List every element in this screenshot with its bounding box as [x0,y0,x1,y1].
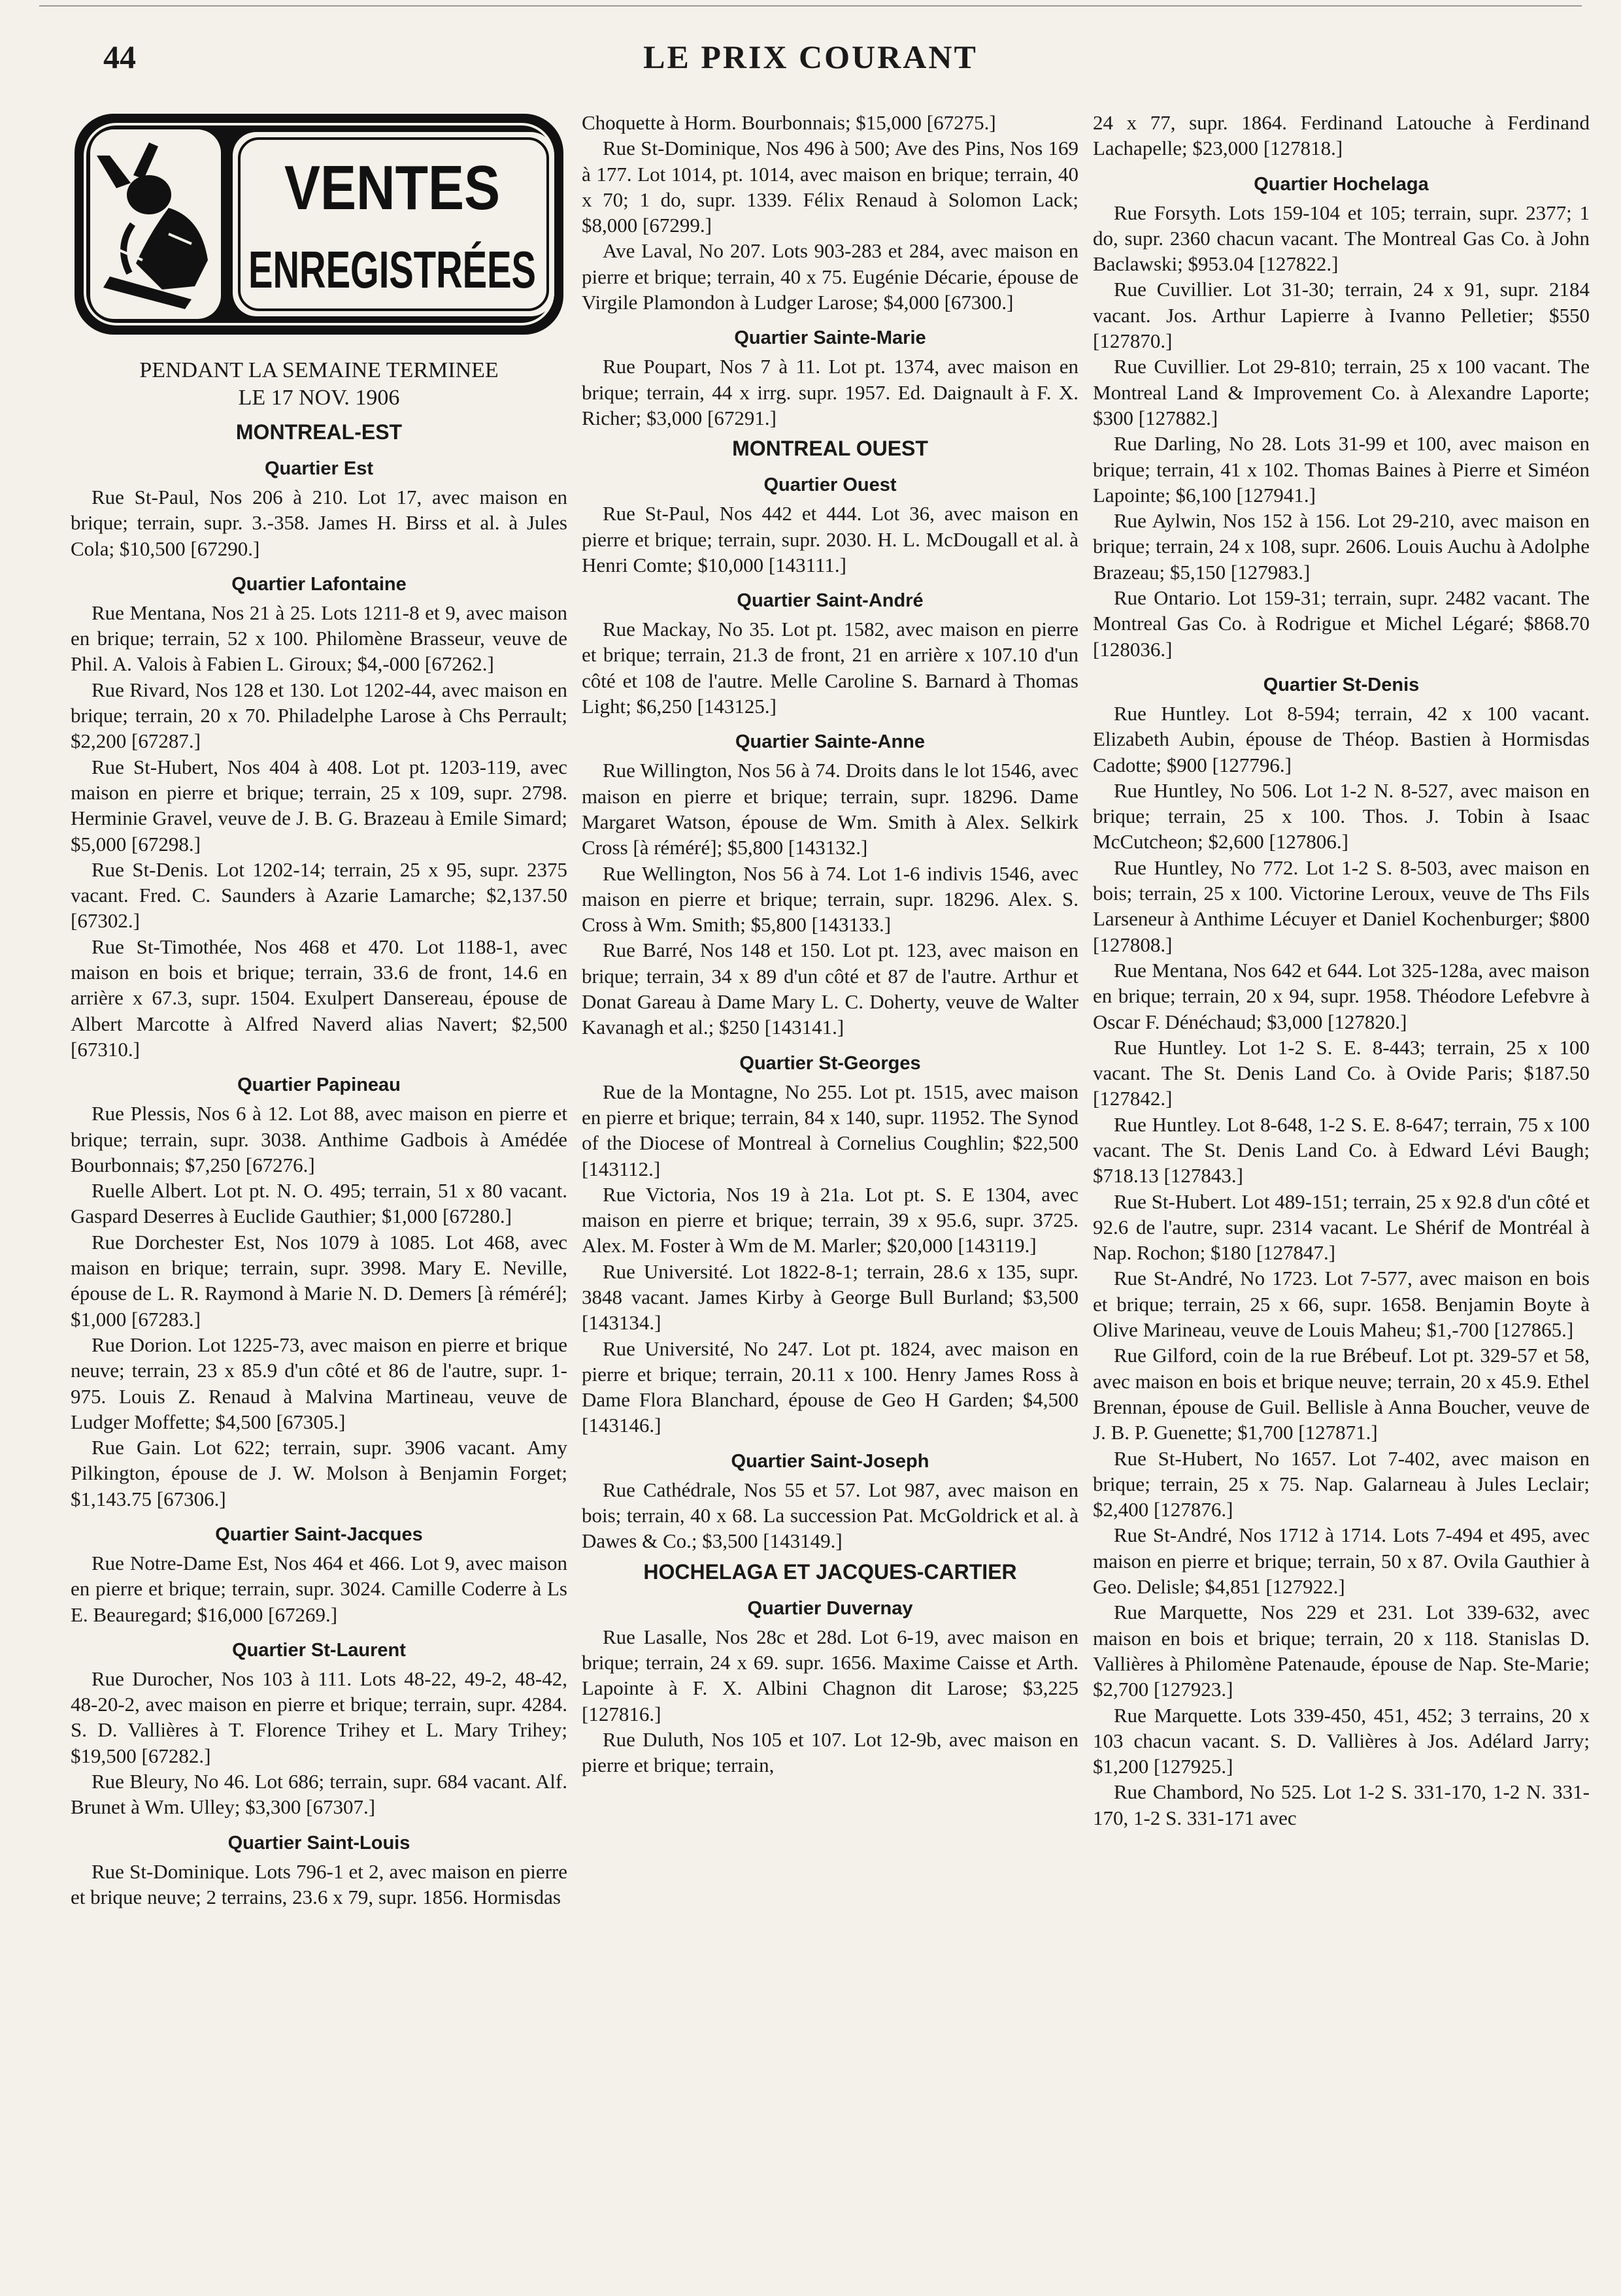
sale-entry: Rue Duluth, Nos 105 et 107. Lot 12-9b, avec maison en pierre et brique; terrain, [582,1727,1078,1777]
ward-heading: Quartier Sainte-Marie [734,327,926,349]
sale-entry: Rue Plessis, Nos 6 à 12. Lot 88, avec maison en pierre et brique; terrain, supr. 3038. Anthime Gadbois à Amédée Bourbonnais; $7,250 [67276.] [71,1102,567,1176]
ward-heading: Quartier St-Denis [1263,674,1420,695]
sale-entry: Rue Victoria, Nos 19 à 21a. Lot pt. S. E 1304, avec maison en pierre et brique; terrain, 39 x 95.6, supr. 3725. Alex. M. Foster à Wm de M. Marler; $20,000 [143119.] [582,1182,1078,1257]
sale-entry: Rue Aylwin, Nos 152 à 156. Lot 29-210, avec maison en brique; terrain, 24 x 108, supr. 2606. Louis Auchu à Adolphe Brazeau; $5,150 [127983.] [1093,509,1590,584]
sale-entry: Rue Huntley. Lot 8-648, 1-2 S. E. 8-647; terrain, 75 x 100 vacant. The St. Denis Land Co. à Edward Lévi Baugh; $718.13 [127843.] [1093,1112,1590,1188]
sale-entry: Rue Université. Lot 1822-8-1; terrain, 28.6 x 135, supr. 3848 vacant. James Kirby à George Bull Burland; $3,500 [143134.] [582,1259,1078,1335]
logo-line-2: ENREGISTRÉES [248,241,536,299]
ward-heading: Quartier Est [265,458,373,479]
sale-entry: Rue Notre-Dame Est, Nos 464 et 466. Lot 9, avec maison en pierre et brique; terrain, supr. 3024. Camille Coderre à Ls E. Beauregard; $16,000 [67269.] [71,1551,567,1626]
sale-entry: Rue St-Denis. Lot 1202-14; terrain, 25 x 95, supr. 2375 vacant. Fred. C. Saunders à Azarie Lamarche; $2,137.50 [67302.] [71,857,567,933]
sale-entry: Rue Cathédrale, Nos 55 et 57. Lot 987, avec maison en bois; terrain, 40 x 68. La succession Pat. McGoldrick et al. à Dawes & Co.; $3,500 [143149.] [582,1478,1078,1553]
sale-entry: Rue St-André, No 1723. Lot 7-577, avec maison en bois et brique; terrain, 25 x 66, supr. 1658. Benjamin Boyte à Olive Marineau, veuve de Louis Maheu; $1,-700 [127865.] [1093,1267,1590,1342]
top-rule [39,5,1582,7]
sale-entry: Rue Mackay, No 35. Lot pt. 1582, avec maison en pierre et brique; terrain, 21.3 de front, 21 en arrière x 107.10 d'un côté et 108 de l'autre. Melle Caroline S. Barnard à Thomas Light; $6,250 [143125.] [582,618,1078,718]
sale-entry: Rue St-Hubert. Lot 489-151; terrain, 25 x 92.8 d'un côté et 92.6 de l'autre, supr. 2314 vacant. Le Shérif de Montréal à Nap. Rochon; $180 [127847.] [1093,1190,1590,1265]
sale-entry-continued: 24 x 77, supr. 1864. Ferdinand Latouche à Ferdinand Lachapelle; $23,000 [127818.] [1093,111,1590,160]
column-1 [71,110,567,1910]
ward-heading: Quartier Papineau [237,1074,401,1096]
sale-entry: Rue Huntley, No 506. Lot 1-2 N. 8-527, avec maison en brique; terrain, 25 x 100. Thos. J. Tobin à Isaac McCutcheon; $2,600 [127806.] [1093,778,1590,854]
sale-entry: Rue Ontario. Lot 159-31; terrain, supr. 2482 vacant. The Montreal Gas Co. à Rodrigue et Michel Légaré; $868.70 [128036.] [1093,586,1590,661]
publication-title: LE PRIX COURANT [643,39,978,75]
sale-entry: Rue Dorion. Lot 1225-73, avec maison en pierre et brique neuve; terrain, 23 x 85.9 d'un côté et 86 de l'autre, supr. 1-975. Louis Z. Renaud à Malvina Martineau, veuve de Ludger Moffette; $4,500 [67305.] [71,1333,567,1433]
sale-entry: Rue Durocher, Nos 103 à 111. Lots 48-22, 49-2, 48-42, 48-20-2, avec maison en pierre et brique; terrain, supr. 4284. S. D. Vallières à T. Florence Trihey et L. Mary Trihey; $19,500 [67282.] [71,1667,567,1767]
logo-line-1: VENTES [284,153,500,223]
sale-entry: Rue Gain. Lot 622; terrain, supr. 3906 vacant. Amy Pilkington, épouse de J. W. Molson à Benjamin Forget; $1,143.75 [67306.] [71,1436,567,1510]
caption-line-1: PENDANT LA SEMAINE TERMINEE [139,358,499,382]
category-heading: HOCHELAGA ET JACQUES-CARTIER [643,1559,1017,1584]
sale-entry: Rue Université, No 247. Lot pt. 1824, avec maison en pierre et brique; terrain, 20.11 x 100. Henry James Ross à Dame Flora Blanchard, épouse de Geo H Garden; $4,500 [143146.] [582,1337,1078,1437]
sale-entry: Rue Willington, Nos 56 à 74. Droits dans le lot 1546, avec maison en pierre et brique; terrain, supr. 18296. Dame Margaret Watson, épouse de Wm. Smith à Alex. Selkirk Cross [à réméré]; $5,800 [143132.] [582,759,1078,859]
sale-entry: Rue Forsyth. Lots 159-104 et 105; terrain, supr. 2377; 1 do, supr. 2360 chacun vacant. The Montreal Gas Co. à John Baclawski; $953.04 [127822.] [1093,201,1590,276]
sale-entry: Ruelle Albert. Lot pt. N. O. 495; terrain, 51 x 80 vacant. Gaspard Deserres à Euclide Gauthier; $1,000 [67280.] [71,1179,567,1228]
sale-entry: Rue Barré, Nos 148 et 150. Lot pt. 123, avec maison en brique; terrain, 34 x 89 d'un côté et 87 de l'autre. Arthur et Donat Gareau à Dame Mary L. C. Doherty, veuve de Walter Kavanagh et al.; $250 [143141.] [582,939,1078,1039]
ward-heading: Quartier St-Georges [739,1052,921,1074]
page-number: 44 [103,39,136,75]
sale-entry: Rue St-Paul, Nos 442 et 444. Lot 36, avec maison en pierre et brique; terrain, supr. 2030. H. L. McDougall et al. à Henri Comte; $10,000 [143111.] [582,502,1078,576]
sale-entry: Rue Cuvillier. Lot 31-30; terrain, 24 x 91, supr. 2184 vacant. Jos. Arthur Lapierre à Ivanno Pelletier; $550 [127870.] [1093,278,1590,353]
sale-entry-continued: Choquette à Horm. Bourbonnais; $15,000 [67275.] [582,111,996,134]
sale-entry: Ave Laval, No 207. Lots 903-283 et 284, avec maison en pierre et brique; terrain, 40 x 75. Eugénie Décarie, épouse de Virgile Plamondon à Ludger Larose; $4,000 [67300.] [582,239,1078,314]
ward-heading: Quartier Lafontaine [231,573,407,595]
sale-entry: Rue St-Hubert, No 1657. Lot 7-402, avec maison en brique; terrain, 25 x 75. Nap. Galarneau à Jules Leclair; $2,400 [127876.] [1093,1446,1590,1522]
ward-heading: Quartier Ouest [763,474,897,496]
sale-entry: Rue de la Montagne, No 255. Lot pt. 1515, avec maison en pierre et brique; terrain, 84 x 140, supr. 11952. The Synod of the Diocese of Montreal à Cornelius Coughlin; $22,500 [143112.] [582,1080,1078,1180]
sale-entry: Rue Cuvillier. Lot 29-810; terrain, 25 x 100 vacant. The Montreal Land & Improvement Co. à Alexandre Laporte; $300 [127882.] [1093,355,1590,429]
ward-heading: Quartier Saint-Jacques [215,1523,423,1545]
ward-heading: Quartier St-Laurent [232,1639,406,1661]
ward-heading: Quartier Sainte-Anne [735,731,926,753]
sale-entry: Rue Wellington, Nos 56 à 74. Lot 1-6 indivis 1546, avec maison en pierre et brique; terrain, supr. 18296. Alex. S. Cross à Wm. Smith; $5,800 [143133.] [582,861,1078,937]
sale-entry: Rue St-Dominique. Lots 796-1 et 2, avec maison en pierre et brique neuve; 2 terrains, 23.6 x 79, supr. 1856. Hormisdas [71,1859,567,1908]
sale-entry: Rue Marquette. Lots 339-450, 451, 452; 3 terrains, 20 x 103 chacun vacant. S. D. Vallières à Jos. Adélard Jarry; $1,200 [127925.] [1093,1703,1590,1778]
category-heading: MONTREAL OUEST [732,437,928,461]
sale-entry: Rue Lasalle, Nos 28c et 28d. Lot 6-19, avec maison en brique; terrain, 24 x 69. supr. 1656. Maxime Caisse et Arth. Lapointe à F. X. Albini Chagnon dit Larose; $3,225 [127816.] [582,1625,1078,1725]
sale-entry: Rue St-Dominique, Nos 496 à 500; Ave des Pins, Nos 169 à 177. Lot 1014, pt. 1014, avec maison en brique; terrain, 40 x 70; 1 do, supr. 1339. Félix Renaud à Solomon Lack; $8,000 [67299.] [582,137,1078,237]
sale-entry: Rue Huntley. Lot 8-594; terrain, 42 x 100 vacant. Elizabeth Aubin, épouse de Théop. Bastien à Hormisdas Cadotte; $900 [127796.] [1093,701,1590,776]
category-heading: MONTREAL-EST [235,420,403,444]
sale-entry: Rue Darling, No 28. Lots 31-99 et 100, avec maison en brique; terrain, 41 x 102. Thomas Baines à Pierre et Siméon Lapointe; $6,100 [127941.] [1093,432,1590,507]
sale-entry: Rue St-Hubert, Nos 404 à 408. Lot pt. 1203-119, avec maison en pierre et brique; terrain, 25 x 109, supr. 2798. Herminie Gravel, veuve de J. B. G. Brazeau à Emile Simard; $5,000 [67298.] [71,755,567,856]
caption-line-2: LE 17 NOV. 1906 [238,386,400,410]
column-3 [1093,110,1590,1831]
ward-heading: Quartier Hochelaga [1254,173,1429,195]
column-2 [582,110,1078,1778]
sale-entry: Rue St-Timothée, Nos 468 et 470. Lot 1188-1, avec maison en bois et brique; terrain, 33.6 de front, 14.6 en arrière x 67.3, supr. 1504. Exulpert Dansereau, épouse de Albert Marcotte à Alfred Naverd alias Navert; $2,500 [67310.] [71,935,567,1061]
sale-entry: Rue Bleury, No 46. Lot 686; terrain, supr. 684 vacant. Alf. Brunet à Wm. Ulley; $3,300 [67307.] [71,1770,567,1819]
sale-entry: Rue Mentana, Nos 642 et 644. Lot 325-128a, avec maison en brique; terrain, 20 x 94, supr. 1958. Théodore Lefebvre à Oscar F. Dénéchaud; $3,000 [127820.] [1093,958,1590,1033]
ward-heading: Quartier Saint-Louis [227,1832,410,1854]
sale-entry: Rue St-Paul, Nos 206 à 210. Lot 17, avec maison en brique; terrain, supr. 3.-358. James H. Birss et al. à Jules Cola; $10,500 [67290.] [71,486,567,560]
ward-heading: Quartier Duvernay [747,1597,913,1619]
sale-entry: Rue Gilford, coin de la rue Brébeuf. Lot pt. 329-57 et 58, avec maison en bois et brique neuve; terrain, 20 x 45.9. Ethel Brennan, épouse de Guil. Bellisle à Anna Boucher, veuve de J. B. P. Guenette; $1,700 [127871.] [1093,1344,1590,1444]
sale-entry: Rue Rivard, Nos 128 et 130. Lot 1202-44, avec maison en brique; terrain, 20 x 70. Philadelphe Larose à Chs Perrault; $2,200 [67287.] [71,678,567,753]
sale-entry: Rue Huntley. Lot 1-2 S. E. 8-443; terrain, 25 x 100 vacant. The St. Denis Land Co. à Ovide Paris; $187.50 [127842.] [1093,1035,1590,1110]
sale-entry: Rue Poupart, Nos 7 à 11. Lot pt. 1374, avec maison en brique; terrain, 44 x irrg. supr. 1957. Ed. Daignault à F. X. Richer; $3,000 [67291.] [582,355,1078,429]
ward-heading: Quartier Saint-Joseph [731,1450,929,1472]
sale-entry: Rue Chambord, No 525. Lot 1-2 S. 331-170, 1-2 N. 331-170, 1-2 S. 331-171 avec [1093,1780,1590,1829]
sale-entry: Rue St-André, Nos 1712 à 1714. Lots 7-494 et 495, avec maison en pierre et brique; terrain, 50 x 87. Ovila Gauthier à Geo. Delisle; $4,851 [127922.] [1093,1523,1590,1599]
sale-entry: Rue Marquette, Nos 229 et 231. Lot 339-632, avec maison en bois et brique; terrain, 20 x 118. Stanislas D. Vallières à Philomène Patenaude, épouse de Nap. Ste-Marie; $2,700 [127923.] [1093,1601,1590,1701]
caption [71,357,567,412]
ventes-enregistrees-logo [71,110,567,339]
sale-entry: Rue Dorchester Est, Nos 1079 à 1085. Lot 468, avec maison en brique; terrain, supr. 3998. Mary E. Neville, épouse de L. R. Raymond à Marie N. D. Demers [à réméré]; $1,000 [67283.] [71,1230,567,1331]
ward-heading: Quartier Saint-André [737,590,924,612]
sale-entry: Rue Mentana, Nos 21 à 25. Lots 1211-8 et 9, avec maison en brique; terrain, 52 x 100. Philomène Brasseur, veuve de Phil. A. Valois à Fabien L. Giroux; $4,-000 [67262.] [71,601,567,676]
sale-entry: Rue Huntley, No 772. Lot 1-2 S. 8-503, avec maison en bois; terrain, 25 x 100. Victorine Leroux, veuve de Ths Fils Larseneur à Anthime Lécuyer et Daniel Kochenburger; $800 [127808.] [1093,856,1590,956]
